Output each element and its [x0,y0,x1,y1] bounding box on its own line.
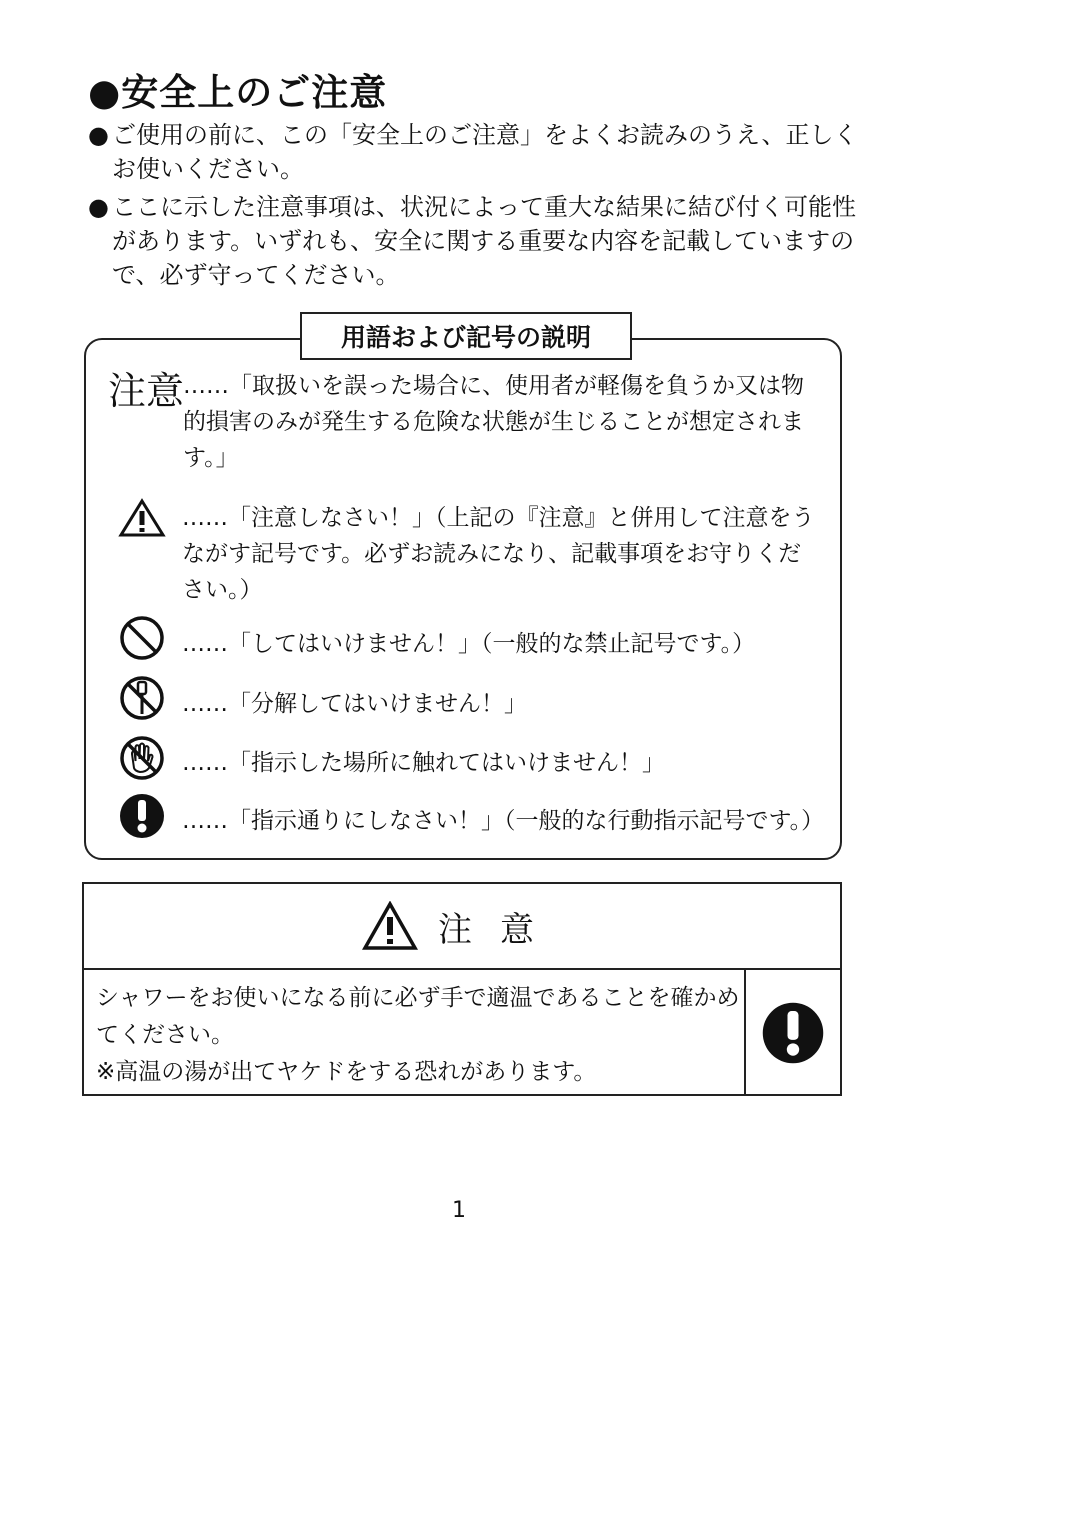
caution-box [82,882,842,1096]
definitions-heading: 用語および記号の説明 [300,312,632,360]
prohibition-icon [118,614,166,662]
no-disassembly-icon [118,674,166,722]
definition-caution-text: ……「取扱いを誤った場合に、使用者が軽傷を負うか又は物的損害のみが発生する危険な状態が生じることが想定されます。」 [183,373,804,471]
caution-box-header [84,884,840,970]
caution-box-body [84,970,746,1094]
intro-paragraph-1 [88,118,858,186]
definition-prohibition-text: ……「してはいけません！」（一般的な禁止記号です。） [182,631,756,657]
page-title: ●安全上のご注意 [88,71,388,114]
definition-no-touch-text: ……「指示した場所に触れてはいけません！」 [182,750,665,776]
intro-paragraph-2 [88,190,858,292]
page-number: 1 [452,1198,466,1223]
caution-box-title: 注意 [438,909,562,950]
intro-text-2: ここに示した注意事項は、状況によって重大な結果に結び付く可能性があります。いずれも、安全に関する重要な内容を記載していますので、必ず守ってください。 [112,193,856,289]
definition-warning-text: ……「注意しなさい！」（上記の『注意』と併用して注意をうながす記号です。必ずお読みになり、記載事項をお守りください。） [182,505,815,603]
caution-line-2: ※高温の湯が出てヤケドをする恐れがあります。 [96,1059,597,1085]
caution-line-1: シャワーをお使いになる前に必ず手で適温であることを確かめてください。 [96,985,740,1048]
mandatory-action-icon [760,1000,826,1066]
intro-text-1: ご使用の前に、この「安全上のご注意」をよくお読みのうえ、正しくお使いください。 [112,121,858,183]
mandatory-action-icon [118,792,166,840]
warning-triangle-icon [362,901,418,951]
bullet-mark: ● [88,193,109,221]
bullet-mark: ● [88,121,109,149]
definition-no-disassembly-text: ……「分解してはいけません！」 [182,691,527,717]
warning-triangle-icon [118,498,166,538]
caution-word: 注意 [108,369,185,413]
no-touch-icon [118,734,166,782]
definition-mandatory-text: ……「指示通りにしなさい！」（一般的な行動指示記号です。） [182,808,825,834]
